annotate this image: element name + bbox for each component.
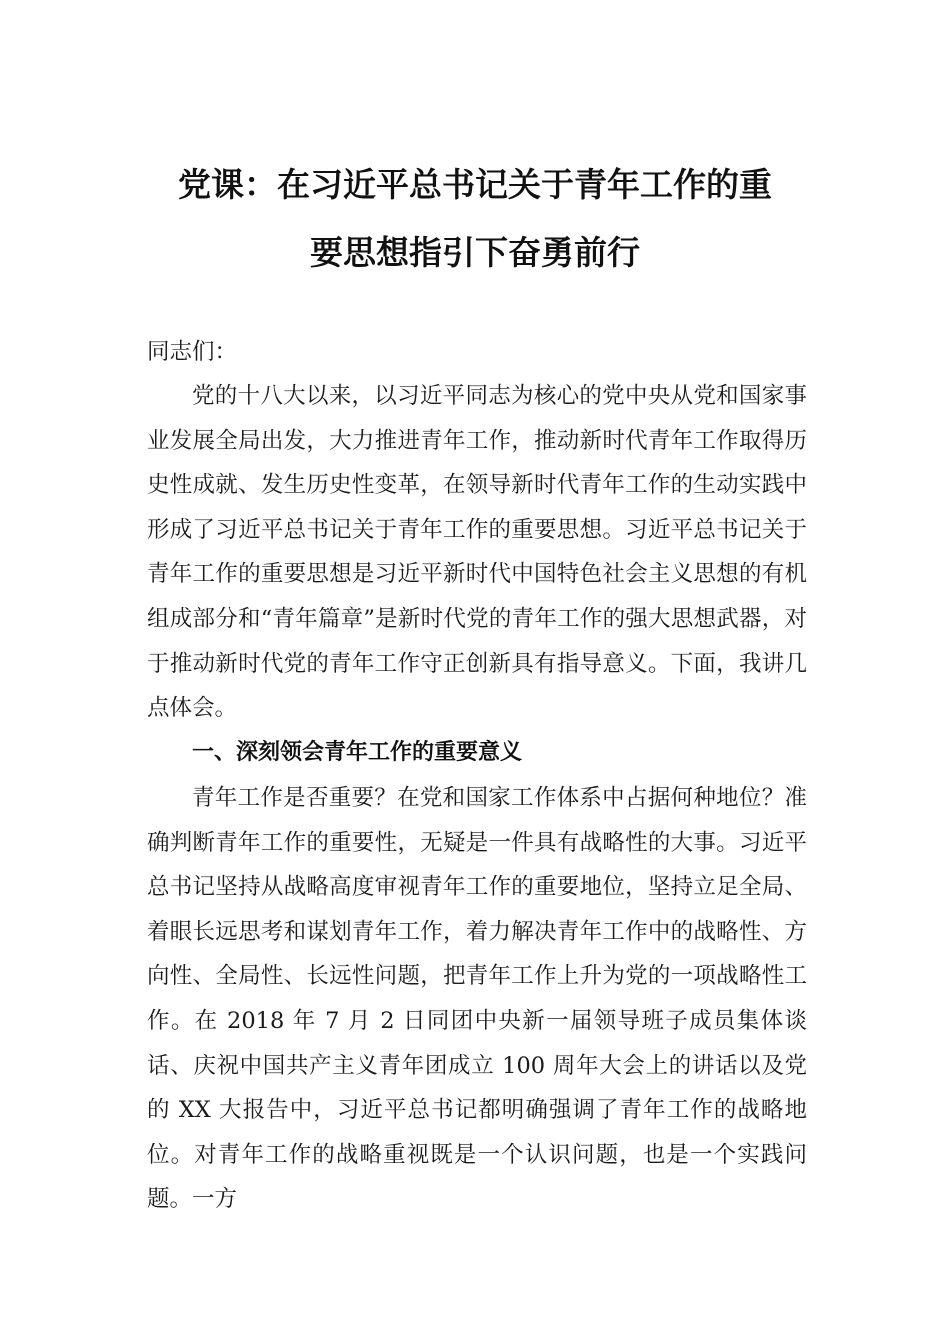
paragraph-intro: 党的十八大以来，以习近平同志为核心的党中央从党和国家事业发展全局出发，大力推进青年工作，推动新时代青年工作取得历史性成就、发生历史性变革，在领导新时代青年工作的生动实践中形成了习近平总书记关于青年工作的重要思想。习近平总书记关于青年工作的重要思想是习近平新时代中国特色社会主义思想的有机组成部分和“青年篇章”是新时代党的青年工作的强大思想武器，对于推动新时代党的青年工作守正创新具有指导意义。下面，我讲几点体会。 [147,383,807,722]
document-title-line-2: 要思想指引下奋勇前行 [310,233,640,272]
paragraph-section-1: 青年工作是否重要？在党和国家工作体系中占据何种地位？准确判断青年工作的重要性，无疑是一件具有战略性的大事。习近平总书记坚持从战略高度审视青年工作的重要地位，坚持立足全局、着眼长远思考和谋划青年工作，着力解决青年工作中的战略性、方向性、全局性、长远性问题，把青年工作上升为党的一项战略性工作。在 2018 年 7 月 2 日同团中央新一届领导班子成员集体谈话、庆祝中国共产主义青年团成立 100 周年大会上的讲话以及党的 XX 大报告中，习近平总书记都明确强调了青年工作的战略地位。对青年工作的战略重视既是一个认识问题，也是一个实践问题。一方 [147,785,807,1213]
document-title-line-1: 党课：在习近平总书记关于青年工作的重 [178,165,772,204]
greeting: 同志们： [147,339,238,365]
section-heading-1: 一、深刻领会青年工作的重要意义 [192,740,523,765]
